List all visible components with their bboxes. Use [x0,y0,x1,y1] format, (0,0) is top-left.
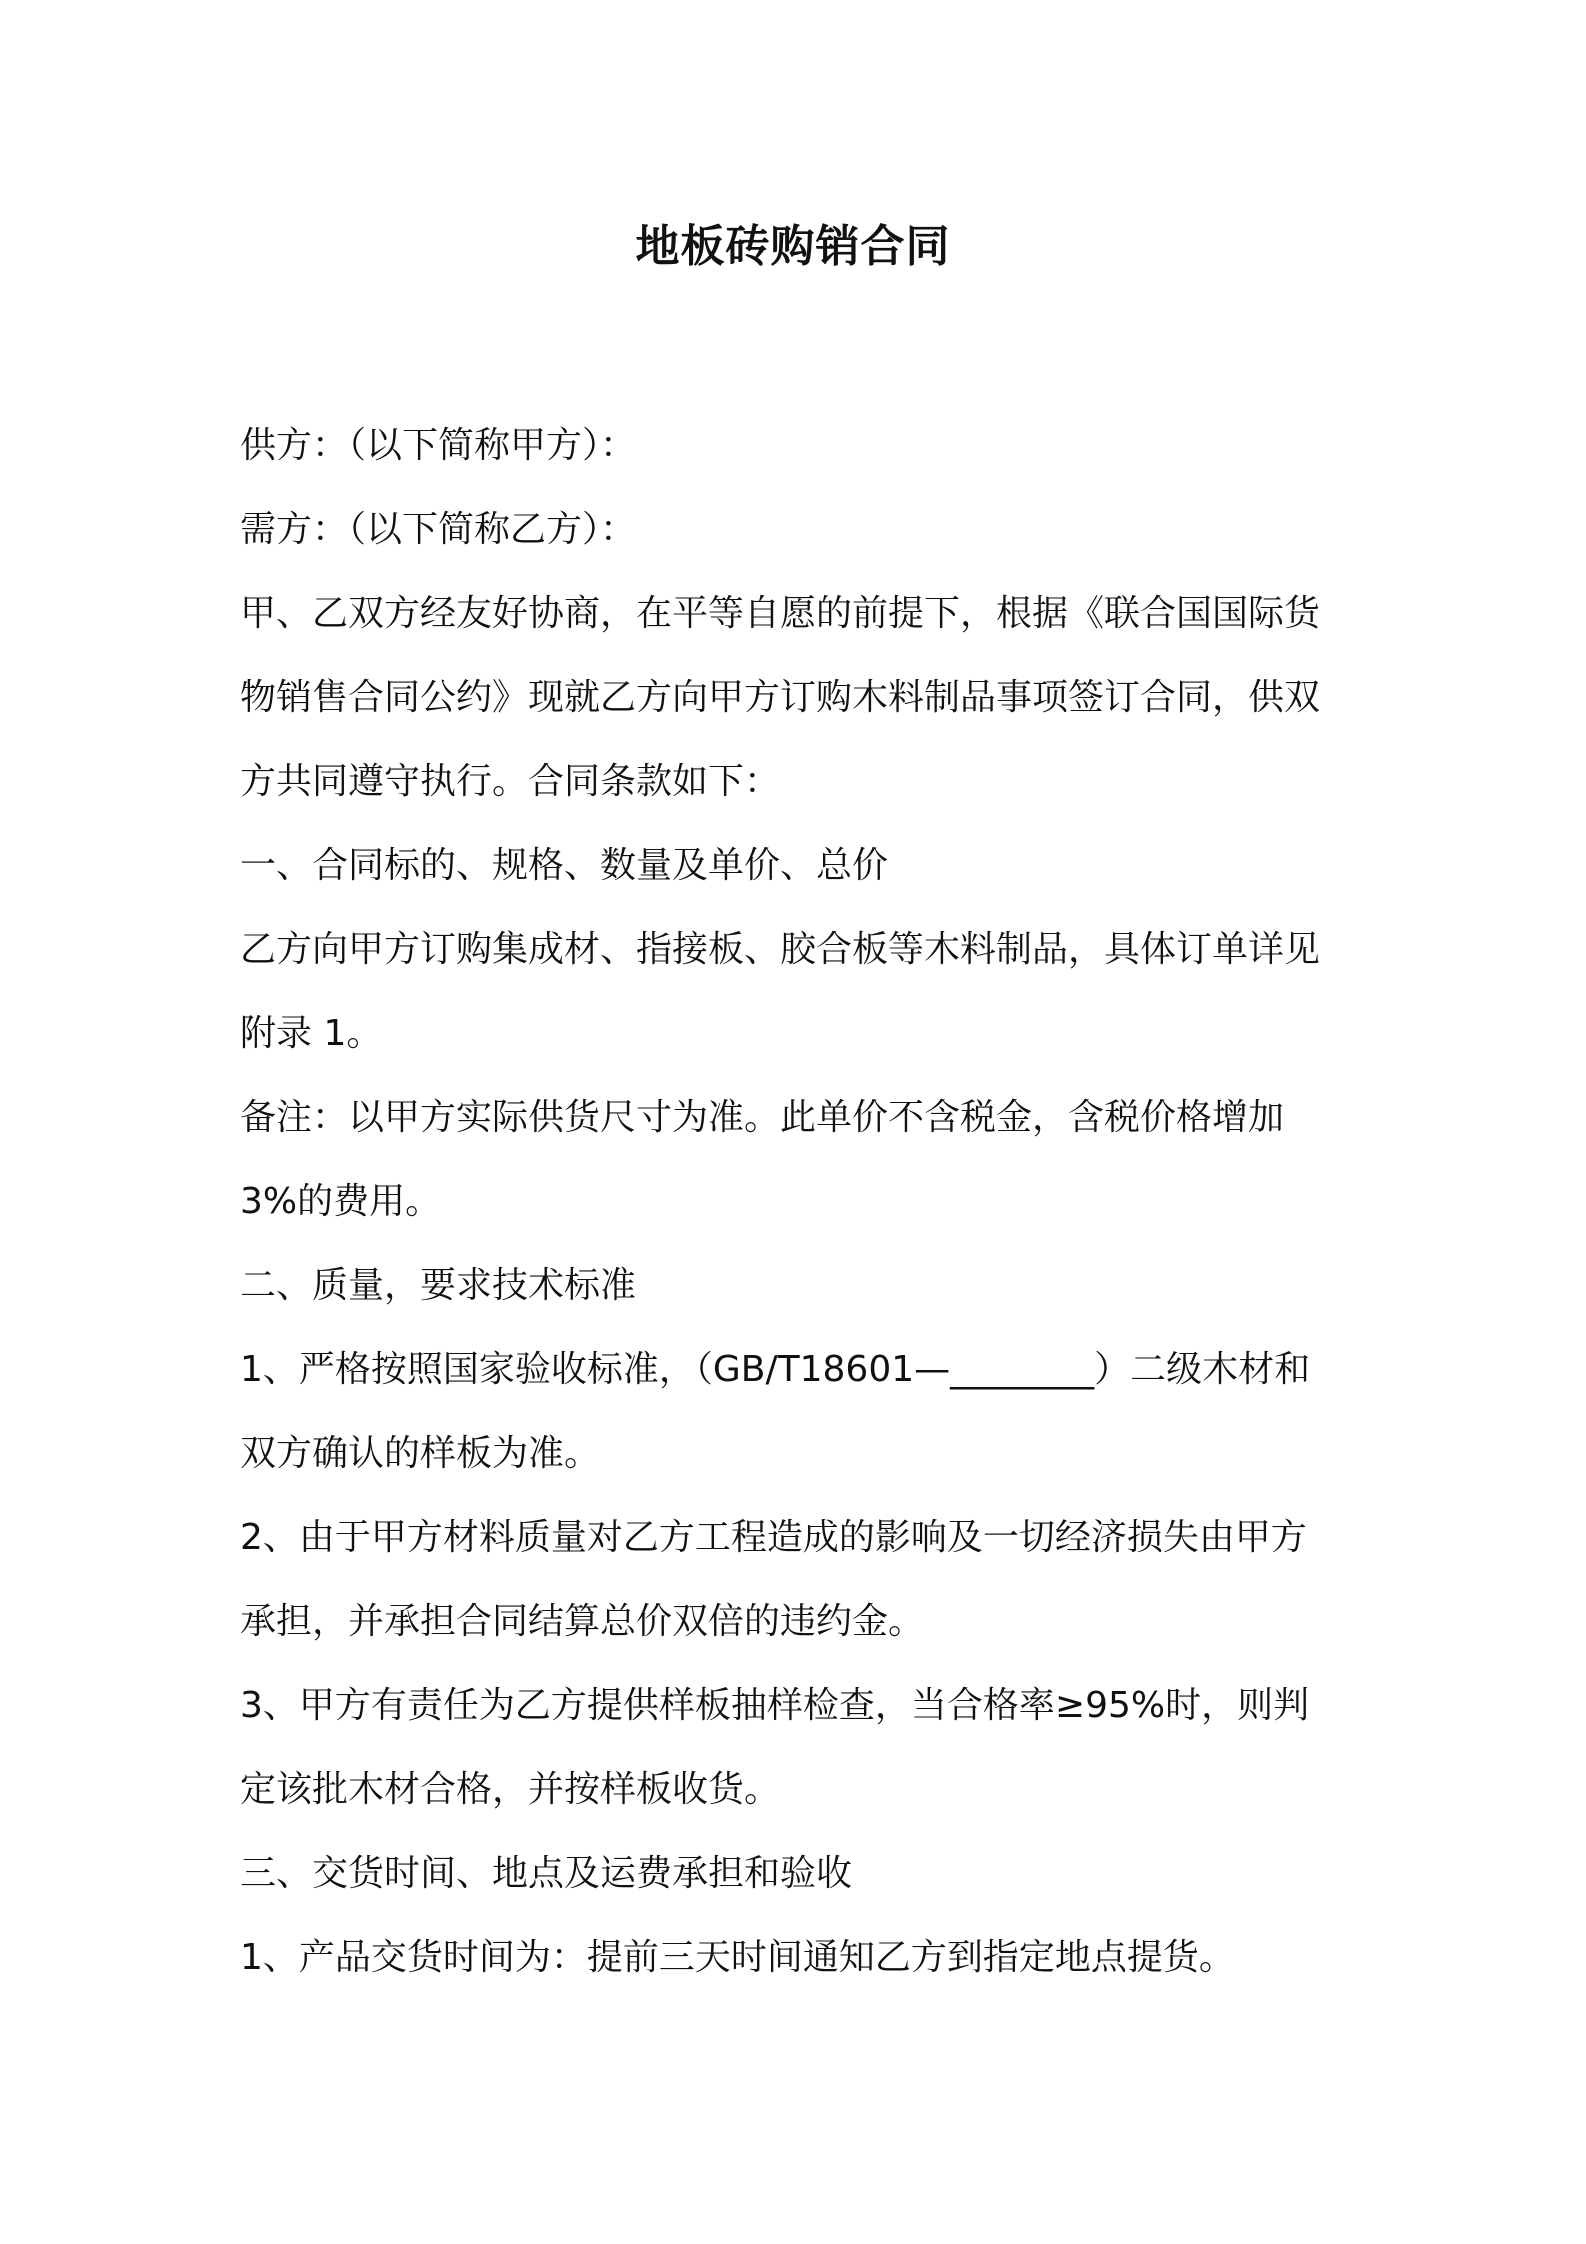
section-2-heading: 二、质量，要求技术标准 [240,1265,637,1306]
clause-3-1-line-1: 1、产品交货时间为：提前三天时间通知乙方到指定地点提货。 [240,1937,1235,1978]
buyer-line: 需方：（以下简称乙方）： [240,509,637,550]
clause-2-3-line-1: 3、甲方有责任为乙方提供样板抽样检查，当合格率≥95%时，则判 [240,1685,1310,1726]
clause-2-1-line-2: 双方确认的样板为准。 [240,1433,601,1474]
preamble-line-3: 方共同遵守执行。合同条款如下： [240,761,781,802]
document-title: 地板砖购销合同 [635,221,951,272]
preamble-line-1: 甲、乙双方经友好协商，在平等自愿的前提下，根据《联合国国际货 [240,593,1321,634]
section-1-heading: 一、合同标的、规格、数量及单价、总价 [240,845,889,886]
clause-2-3-line-2: 定该批木材合格，并按样板收货。 [240,1769,781,1810]
section-3-heading: 三、交货时间、地点及运费承担和验收 [240,1853,853,1894]
clause-2-2-line-2: 承担，并承担合同结算总价双倍的违约金。 [240,1601,925,1642]
clause-2-1-line-1: 1、严格按照国家验收标准，（GB/T18601—________）二级木材和 [240,1349,1311,1390]
note-line-2: 3%的费用。 [240,1181,442,1222]
clause-2-2-line-1: 2、由于甲方材料质量对乙方工程造成的影响及一切经济损失由甲方 [240,1517,1307,1558]
section-1-text-1: 乙方向甲方订购集成材、指接板、胶合板等木料制品，具体订单详见 [240,929,1321,970]
note-line-1: 备注：以甲方实际供货尺寸为准。此单价不含税金，含税价格增加 [240,1097,1285,1138]
section-1-text-2: 附录 1。 [240,1013,383,1054]
preamble-line-2: 物销售合同公约》现就乙方向甲方订购木料制品事项签订合同，供双 [240,677,1321,718]
supplier-line: 供方：（以下简称甲方）： [240,425,637,466]
contract-body [240,404,1360,2000]
